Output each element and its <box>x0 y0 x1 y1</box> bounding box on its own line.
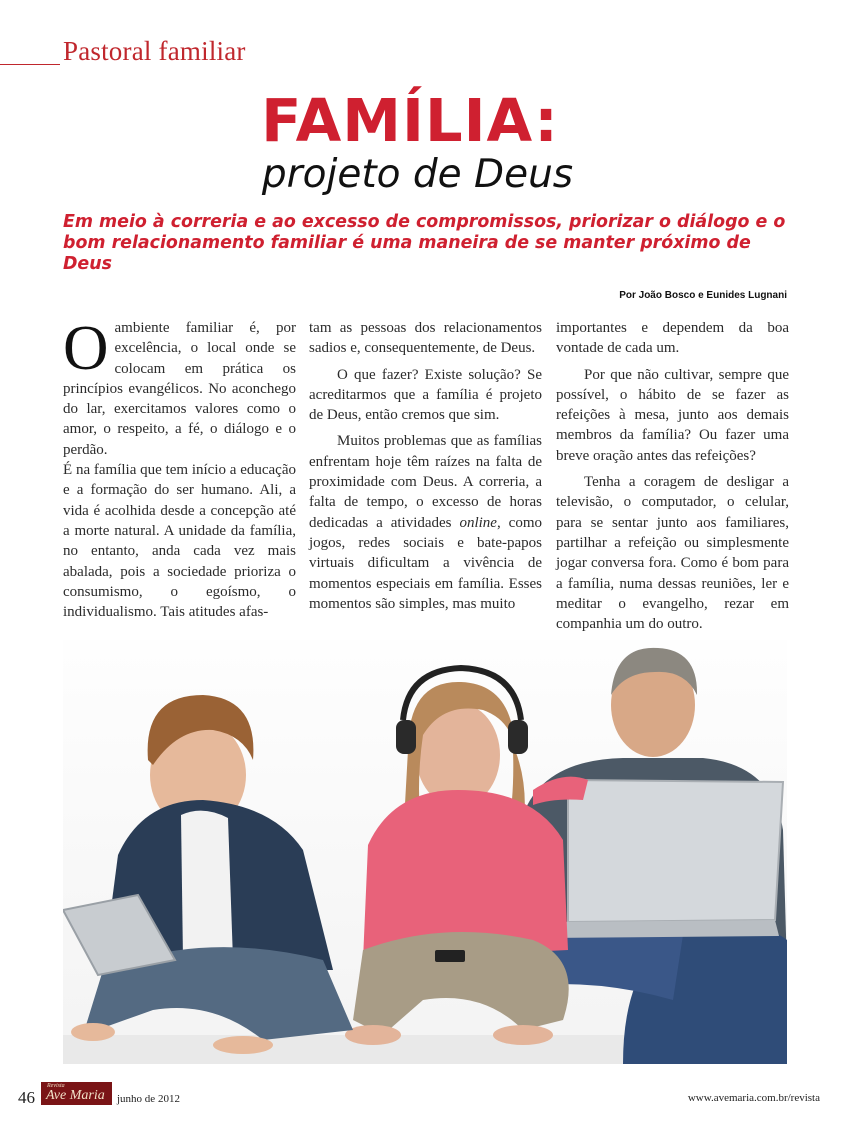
paragraph: O que fazer? Existe solução? Se acreditarmos que a família é projeto de Deus, então cremos que sim. <box>309 366 542 424</box>
paragraph-text: ambiente familiar é, por excelência, o local onde se colocam em prática os princípios evangélicos. No aconchego do lar, exercitamos valores como o amor, o respeito, a fé, o diálogo e o perdão. <box>63 320 296 458</box>
byline: Por João Bosco e Eunides Lugnani <box>619 290 787 301</box>
emphasis-text: online <box>459 514 497 531</box>
column-3 <box>556 318 789 634</box>
section-label: Pastoral familiar <box>63 36 246 66</box>
column-1 <box>63 313 296 622</box>
column-2 <box>309 318 542 614</box>
family-photo <box>63 640 787 1064</box>
website-url: www.avemaria.com.br/revista <box>687 1092 820 1104</box>
paragraph-text: Muitos problemas que as famílias enfrentam hoje têm raízes na falta de proximidade com Deus. A correria, a falta de tempo, o excesso de horas dedicadas a atividades <box>309 433 542 531</box>
paragraph <box>63 313 296 460</box>
paragraph <box>309 431 542 614</box>
paragraph-text: , como jogos, redes sociais e bate-papos virtuais dificultam a vivência de momentos especiais em família. Esses momentos são simples, mas muito <box>309 514 542 612</box>
page-number: 46 <box>18 1088 35 1107</box>
paragraph: tam as pessoas dos relacionamentos sadios e, consequentemente, de Deus. <box>309 320 542 357</box>
magazine-logo-small-text: Revista <box>47 1083 65 1089</box>
article-subtitle: projeto de Deus <box>261 152 574 197</box>
family-photo-illustration <box>63 640 787 1064</box>
drop-cap: O <box>63 313 109 383</box>
paragraph: É na família que tem início a educação e a formação do ser humano. Ali, a vida é acolhida desde a concepção até a morte natural. A unidade da família, no entanto, anda cada vez mais abalada, pois a sociedade prioriza o consumismo, o egoísmo, o individualismo. Tais atitudes afas- <box>63 462 296 621</box>
issue-date: junho de 2012 <box>117 1093 180 1105</box>
paragraph: Tenha a coragem de desligar a televisão, o computador, o celular, para se sentar junto aos familiares, partilhar a refeição ou simplesmente jogar conversa fora. Como é bom para a família, numa dessas reuniões, ler e meditar o evangelho, rezar em companhia um do outro. <box>556 474 789 633</box>
article-lede: Em meio à correria e ao excesso de compromissos, priorizar o diálogo e o bom relacionamento familiar é uma maneira de se manter próximo de Deus <box>63 212 786 274</box>
section-rule <box>0 64 60 65</box>
paragraph: Por que não cultivar, sempre que possível, o hábito de se fazer as refeições à mesa, junto aos demais membros da família? Ou fazer uma breve oração antes das refeições? <box>556 366 789 464</box>
magazine-logo <box>41 1082 112 1105</box>
article-title: FAMÍLIA: <box>261 86 559 155</box>
paragraph: importantes e dependem da boa vontade de cada um. <box>556 320 789 357</box>
magazine-logo-name: Ave Maria <box>46 1088 105 1103</box>
